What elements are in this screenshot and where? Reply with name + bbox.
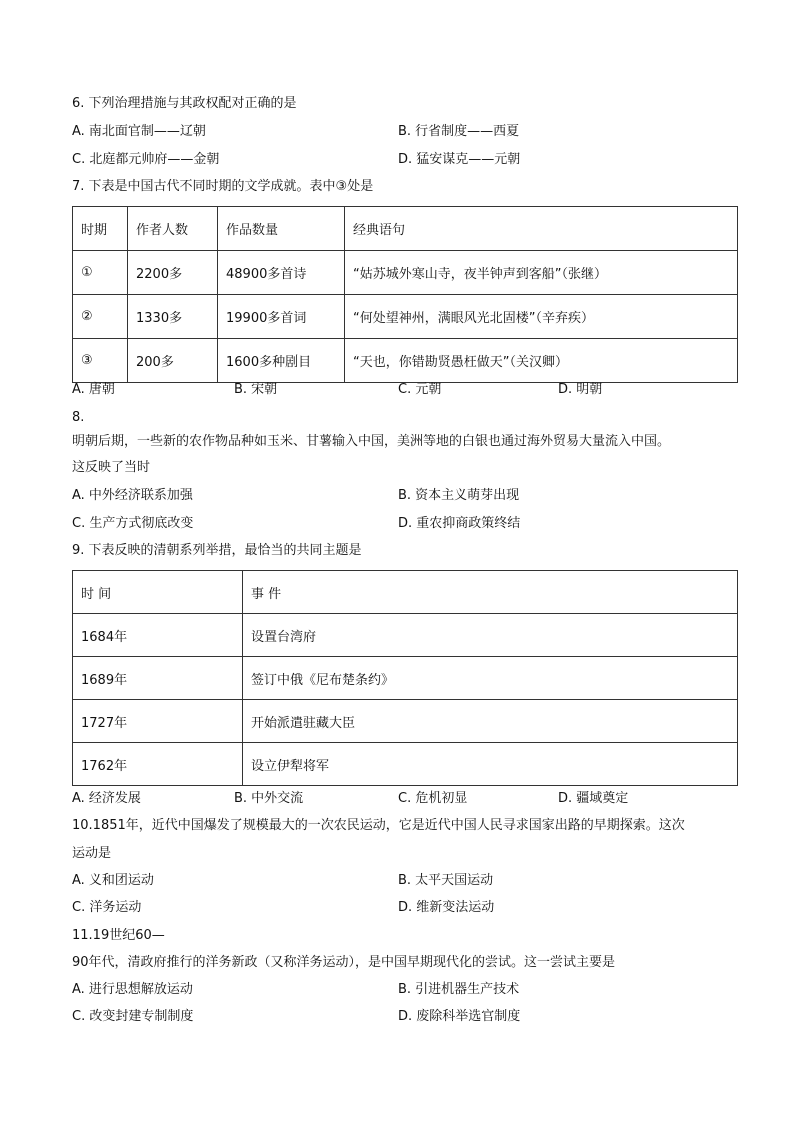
table-cell: 2200多 (128, 251, 218, 295)
q6-option-b[interactable]: B. 行省制度——西夏 (398, 124, 520, 139)
table-row (73, 743, 738, 786)
table-row (73, 657, 738, 700)
q10-option-c[interactable]: C. 洋务运动 (72, 900, 142, 915)
q9-option-b[interactable]: B. 中外交流 (234, 791, 304, 806)
q10-stem-line1: 10.1851年，近代中国爆发了规模最大的一次农民运动，它是近代中国人民寻求国家出路的早期探索。这次 (72, 818, 685, 833)
table-cell: 设立伊犁将军 (243, 743, 738, 786)
q11-stem-line2: 90年代，清政府推行的洋务新政（又称洋务运动），是中国早期现代化的尝试。这一尝试主要是 (72, 955, 616, 970)
q7-table (72, 206, 738, 383)
q10-option-a[interactable]: A. 义和团运动 (72, 873, 154, 888)
table-cell: “天也，你错勘贤愚枉做天”（关汉卿） (345, 339, 738, 383)
q8-option-c[interactable]: C. 生产方式彻底改变 (72, 516, 194, 531)
table-cell: 1689年 (73, 657, 243, 700)
q7-option-d[interactable]: D. 明朝 (558, 382, 603, 397)
q8-option-b[interactable]: B. 资本主义萌芽出现 (398, 488, 520, 503)
table-cell: 19900多首词 (218, 295, 345, 339)
table-cell: 1684年 (73, 614, 243, 657)
q11-option-b[interactable]: B. 引进机器生产技术 (398, 982, 520, 997)
table-cell: 1330多 (128, 295, 218, 339)
table-cell: 开始派遣驻藏大臣 (243, 700, 738, 743)
table-cell: ① (73, 251, 128, 295)
table-cell: ② (73, 295, 128, 339)
q9-option-d[interactable]: D. 疆域奠定 (558, 791, 629, 806)
table-row (73, 700, 738, 743)
table-cell: 1600多种剧目 (218, 339, 345, 383)
q7-option-b[interactable]: B. 宋朝 (234, 382, 278, 397)
q9-table (72, 570, 738, 786)
table-row (73, 614, 738, 657)
q8-option-a[interactable]: A. 中外经济联系加强 (72, 488, 193, 503)
q8-option-d[interactable]: D. 重农抑商政策终结 (398, 516, 521, 531)
q7-option-c[interactable]: C. 元朝 (398, 382, 442, 397)
table-cell: 48900多首诗 (218, 251, 345, 295)
table-cell: 1727年 (73, 700, 243, 743)
q6-option-d[interactable]: D. 猛安谋克——元朝 (398, 152, 521, 167)
table-cell: 1762年 (73, 743, 243, 786)
q10-option-d[interactable]: D. 维新变法运动 (398, 900, 495, 915)
q9-option-c[interactable]: C. 危机初显 (398, 791, 468, 806)
table-header-row (73, 207, 738, 251)
table-header-row (73, 571, 738, 614)
table-row (73, 339, 738, 383)
q10-option-b[interactable]: B. 太平天国运动 (398, 873, 494, 888)
q8-stem-line1: 明朝后期，一些新的农作物品种如玉米、甘薯输入中国，美洲等地的白银也通过海外贸易大量流入中国。 (72, 434, 671, 449)
table-cell: ③ (73, 339, 128, 383)
table-header-cell: 时 间 (73, 571, 243, 614)
table-header-cell: 时期 (73, 207, 128, 251)
table-header-cell: 事 件 (243, 571, 738, 614)
q11-option-c[interactable]: C. 改变封建专制制度 (72, 1009, 194, 1024)
table-header-cell: 作品数量 (218, 207, 345, 251)
table-cell: 签订中俄《尼布楚条约》 (243, 657, 738, 700)
q6-stem: 6. 下列治理措施与其政权配对正确的是 (72, 96, 297, 111)
q9-option-a[interactable]: A. 经济发展 (72, 791, 141, 806)
table-row (73, 295, 738, 339)
q6-option-c[interactable]: C. 北庭都元帅府——金朝 (72, 152, 220, 167)
q7-stem: 7. 下表是中国古代不同时期的文学成就。表中③处是 (72, 179, 374, 194)
table-header-cell: 作者人数 (128, 207, 218, 251)
table-cell: 设置台湾府 (243, 614, 738, 657)
q9-stem: 9. 下表反映的清朝系列举措，最恰当的共同主题是 (72, 543, 362, 558)
q11-option-a[interactable]: A. 进行思想解放运动 (72, 982, 193, 997)
q11-stem-line1: 11.19世纪60— (72, 928, 165, 943)
q6-option-a[interactable]: A. 南北面官制——辽朝 (72, 124, 206, 139)
q8-number: 8. (72, 410, 85, 425)
table-header-cell: 经典语句 (345, 207, 738, 251)
table-cell: 200多 (128, 339, 218, 383)
table-cell: “何处望神州，满眼风光北固楼”（辛弃疾） (345, 295, 738, 339)
q7-option-a[interactable]: A. 唐朝 (72, 382, 115, 397)
q10-stem-line2: 运动是 (72, 846, 112, 861)
q8-stem-line2: 这反映了当时 (72, 460, 151, 475)
table-cell: “姑苏城外寒山寺，夜半钟声到客船”（张继） (345, 251, 738, 295)
table-row (73, 251, 738, 295)
q11-option-d[interactable]: D. 废除科举选官制度 (398, 1009, 521, 1024)
